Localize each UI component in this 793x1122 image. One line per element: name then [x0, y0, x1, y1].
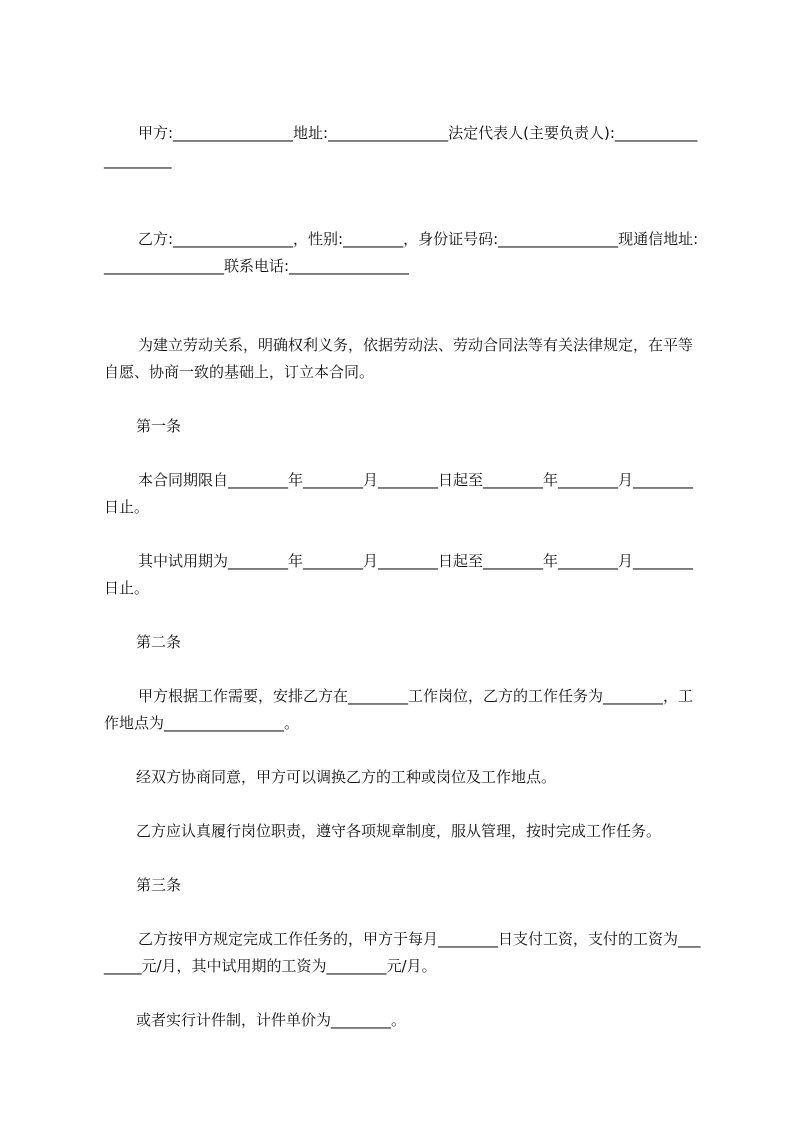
contract-term-paragraph: 本合同期限自________年________月________日起至________年________月________日止。: [104, 471, 694, 516]
preamble-paragraph: 为建立劳动关系，明确权利义务，依据劳动法、劳动合同法等有关法律规定，在平等自愿、协商一致的基础上，订立本合同。: [104, 336, 694, 381]
wage-paragraph: 乙方按甲方规定完成工作任务的，甲方于每月________日支付工资，支付的工资为________元/月，其中试用期的工资为________元/月。: [104, 930, 701, 975]
article-3-heading: 第三条: [136, 876, 182, 894]
duty-paragraph: 乙方应认真履行岗位职责，遵守各项规章制度，服从管理，按时完成工作任务。: [136, 822, 662, 840]
party-a-line: 甲方:________________地址:________________法定代表人(主要负责人):____________________: [104, 124, 698, 169]
post-adjustment-paragraph: 经双方协商同意，甲方可以调换乙方的工种或岗位及工作地点。: [136, 768, 557, 786]
contract-page: [104, 120, 704, 1034]
article-2-heading: 第二条: [136, 633, 182, 651]
work-post-paragraph: 甲方根据工作需要，安排乙方在________工作岗位，乙方的工作任务为________，工作地点为________________。: [104, 687, 694, 732]
article-1-heading: 第一条: [136, 417, 182, 435]
party-b-line: 乙方:________________，性别:________，身份证号码:________________现通信地址:________________联系电话:________________: [104, 230, 699, 275]
probation-term-paragraph: 其中试用期为________年________月________日起至________年________月________日止。: [104, 552, 694, 597]
piece-rate-paragraph: 或者实行计件制，计件单价为________。: [136, 1011, 407, 1029]
